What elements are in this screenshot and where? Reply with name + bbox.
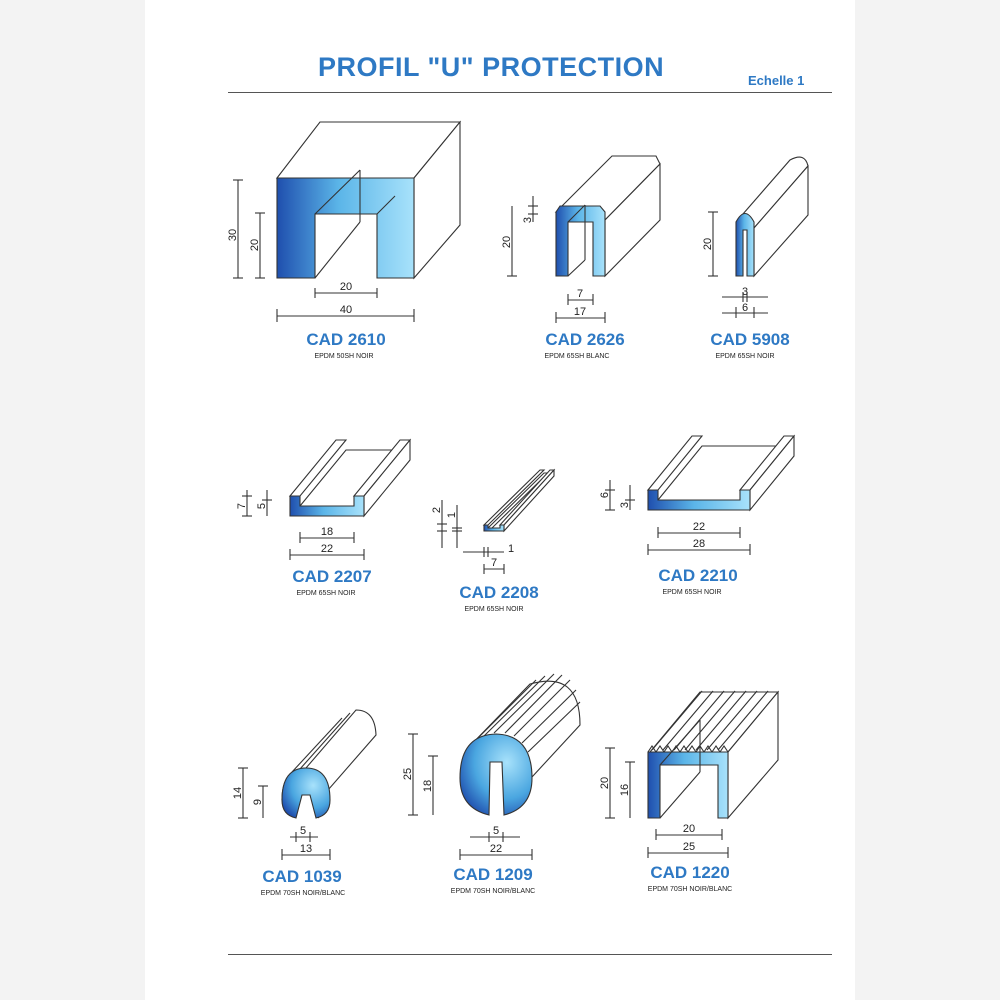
dim-1209-height-inner: 18 [422,779,434,793]
profile-code: CAD 1220 [650,863,730,882]
profile-cad-5908-drawing [708,157,808,318]
profile-code: CAD 2208 [459,583,539,602]
dim-1039-opening: 5 [299,825,307,837]
profile-code: CAD 2210 [658,566,738,585]
dim-2610-width-outer: 40 [339,304,353,316]
profile-code: CAD 1039 [262,867,342,886]
profile-material: EPDM 65SH NOIR [296,590,356,597]
profile-cad-1039-drawing [238,710,376,860]
scale-label: Echelle 1 [748,73,805,88]
profile-code: CAD 2626 [545,330,625,349]
dim-2207-height-outer: 7 [236,502,248,510]
dim-2210-height-inner: 3 [619,501,631,509]
dim-2207-width-outer: 22 [320,543,334,555]
dim-2610-height-inner: 20 [249,238,261,252]
dim-2210-width-inner: 22 [692,521,706,533]
dim-2610-width-inner: 20 [339,281,353,293]
profile-code: CAD 2610 [306,330,386,349]
dim-1039-width: 13 [299,843,313,855]
dim-5908-width-outer: 6 [741,302,749,314]
dim-1220-width-outer: 25 [682,841,696,853]
dim-2210-height-outer: 6 [599,491,611,499]
dim-5908-width-inner: 3 [741,286,749,298]
dim-1220-width-inner: 20 [682,823,696,835]
profile-cad-2626-drawing [507,156,660,323]
dim-2626-thickness: 3 [522,216,534,224]
dim-2610-height-outer: 30 [227,228,239,242]
page-title: PROFIL "U" PROTECTION [318,52,665,82]
profile-cad-2207-drawing [242,440,410,560]
dim-1209-height-outer: 25 [402,767,414,781]
profile-code: CAD 5908 [710,330,790,349]
dim-1209-opening: 5 [492,825,500,837]
profile-material: EPDM 65SH BLANC [544,353,610,360]
profile-material: EPDM 65SH NOIR [715,353,775,360]
dim-2207-height-inner: 5 [256,502,268,510]
profile-material: EPDM 70SH NOIR/BLANC [647,886,733,893]
profile-material: EPDM 50SH NOIR [314,353,374,360]
dim-2208-width: 7 [490,557,498,569]
dim-2208-thickness: 1 [446,511,458,519]
dim-1209-width: 22 [489,843,503,855]
profile-material: EPDM 70SH NOIR/BLANC [260,890,346,897]
profile-code: CAD 2207 [292,567,372,586]
dim-5908-height: 20 [702,237,714,251]
dim-2208-wall: 1 [508,543,515,555]
profile-code: CAD 1209 [453,865,533,884]
dim-1039-height-inner: 9 [252,798,264,806]
dim-2210-width-outer: 28 [692,538,706,550]
profile-material: EPDM 65SH NOIR [662,589,722,596]
profile-material: EPDM 70SH NOIR/BLANC [450,888,536,895]
profile-material: EPDM 65SH NOIR [464,606,524,613]
dim-2626-height: 20 [501,235,513,249]
dim-1039-height-outer: 14 [232,786,244,800]
dim-2208-height: 2 [431,506,443,514]
dim-2626-width-inner: 7 [576,288,584,300]
dim-1220-height-outer: 20 [599,776,611,790]
dim-2207-width-inner: 18 [320,526,334,538]
dim-2626-width-outer: 17 [573,306,587,318]
dim-1220-height-inner: 16 [619,783,631,797]
